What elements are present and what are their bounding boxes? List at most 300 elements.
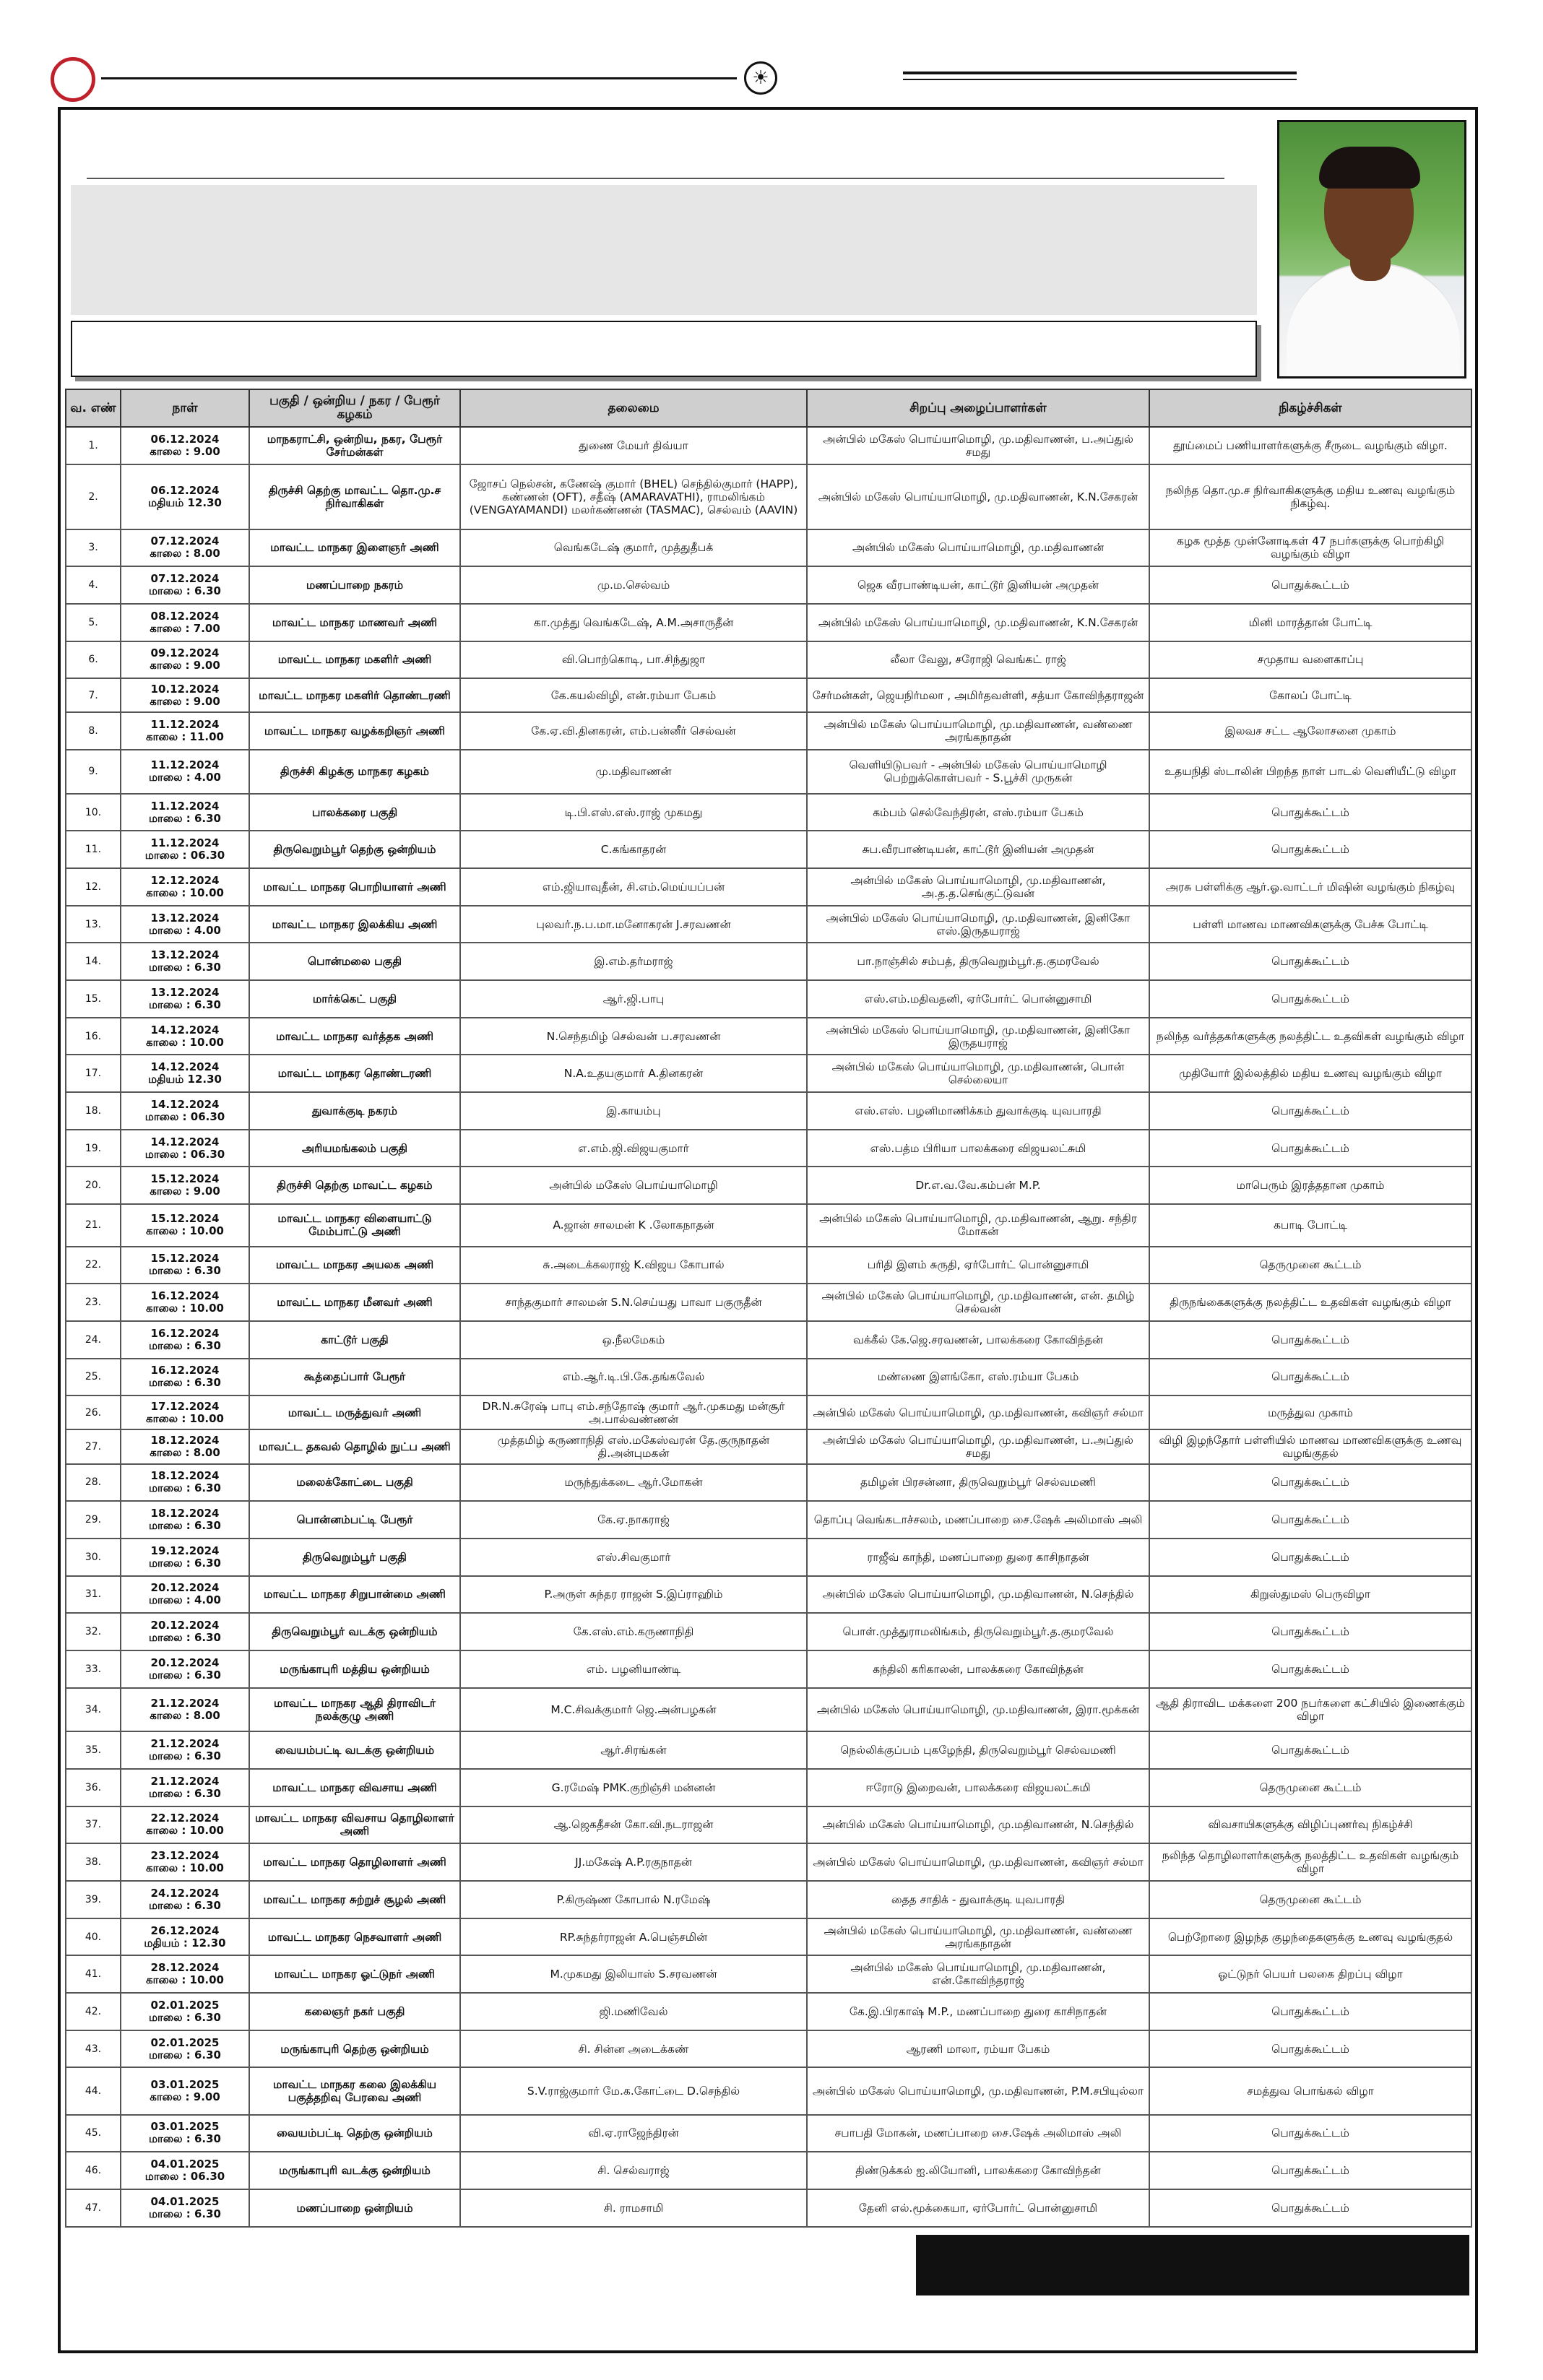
- area-cell: கூத்தைப்பார் பேரூர்: [249, 1359, 460, 1396]
- event-time: மாலை : 6.30: [148, 1668, 221, 1682]
- area-cell: மாவட்ட மருத்துவர் அணி: [249, 1395, 460, 1429]
- event-date: 13.12.2024: [150, 948, 220, 962]
- chair-cell: எம். பழனியாண்டி: [460, 1650, 807, 1688]
- event-time: காலை : 11.00: [146, 730, 224, 744]
- table-row: [66, 1359, 1471, 1396]
- serial-number-cell: 36.: [66, 1769, 121, 1806]
- event-date: 07.12.2024: [150, 572, 220, 586]
- event-date: 04.01.2025: [150, 2158, 220, 2171]
- guests-cell: ஜெக வீரபாண்டியன், காட்டூர் இனியன் அமுதன்: [807, 566, 1149, 604]
- guests-cell: அன்பில் மகேஸ் பொய்யாமொழி, மு.மதிவாணன், ஆறு. சந்திர மோகன்: [807, 1204, 1149, 1246]
- event-time: மாலை : 06.30: [144, 2170, 225, 2184]
- area-cell: மாவட்ட மாநகர பொறியாளர் அணி: [249, 868, 460, 906]
- guests-cell: தொப்பு வெங்கடாச்சலம், மணப்பாறை சை.ஷேக் அலிமாஸ் அலி: [807, 1501, 1149, 1539]
- guests-cell: ஆரணி மாலா, ரம்யா பேகம்: [807, 2030, 1149, 2068]
- guests-cell: எஸ்.பத்ம பிரியா பாலக்கரை விஜயலட்சுமி: [807, 1130, 1149, 1167]
- table-row: [66, 1843, 1471, 1881]
- event-date: 28.12.2024: [150, 1961, 220, 1975]
- date-time-cell: [121, 1881, 249, 1918]
- serial-number-cell: 17.: [66, 1055, 121, 1092]
- serial-number-cell: 24.: [66, 1321, 121, 1359]
- date-time-cell: [121, 980, 249, 1018]
- chair-cell: எ.எம்.ஜி.விஜயகுமார்: [460, 1130, 807, 1167]
- date-time-cell: [121, 1650, 249, 1688]
- event-date: 23.12.2024: [150, 1849, 220, 1863]
- event-cell: தெருமுனை கூட்டம்: [1149, 1247, 1471, 1284]
- event-time: மாலை : 6.30: [148, 1749, 221, 1763]
- masthead-rule-right-thin: [903, 79, 1297, 80]
- date-time-cell: [121, 1539, 249, 1576]
- chair-cell: மு.மதிவாணன்: [460, 750, 807, 794]
- area-cell: மாவட்ட மாநகர மாணவர் அணி: [249, 604, 460, 641]
- table-row: [66, 1731, 1471, 1769]
- leader-photo: [1277, 120, 1466, 378]
- date-time-cell: [121, 529, 249, 567]
- guests-cell: அன்பில் மகேஸ் பொய்யாமொழி, மு.மதிவாணன், P.M.சபியுல்லா: [807, 2067, 1149, 2114]
- chair-cell: கே.எஸ்.எம்.கருணாநிதி: [460, 1613, 807, 1650]
- event-cell: பெற்றோரை இழந்த குழந்தைகளுக்கு உணவு வழங்குதல்: [1149, 1918, 1471, 1956]
- event-cell: பொதுக்கூட்டம்: [1149, 2152, 1471, 2189]
- date-time-cell: [121, 1688, 249, 1732]
- table-row: [66, 1167, 1471, 1204]
- date-time-cell: [121, 1955, 249, 1993]
- event-date: 16.12.2024: [150, 1326, 220, 1340]
- chair-cell: கா.முத்து வெங்கடேஷ், A.M.அசாருதீன்: [460, 604, 807, 641]
- event-cell: பொதுக்கூட்டம்: [1149, 2030, 1471, 2068]
- date-time-cell: [121, 2030, 249, 2068]
- event-time: காலை : 10.00: [146, 1035, 224, 1049]
- area-cell: பொன்னம்பட்டி பேரூர்: [249, 1501, 460, 1539]
- chair-cell: டி.பி.எஸ்.எஸ்.ராஜ் முகமது: [460, 794, 807, 831]
- area-cell: அரியமங்கலம் பகுதி: [249, 1130, 460, 1167]
- date-time-cell: [121, 1130, 249, 1167]
- table-row: [66, 1055, 1471, 1092]
- serial-number-cell: 22.: [66, 1247, 121, 1284]
- event-date: 17.12.2024: [150, 1399, 220, 1413]
- event-date: 18.12.2024: [150, 1469, 220, 1483]
- table-row: [66, 427, 1471, 464]
- area-cell: மாவட்ட மாநகர வழக்கறிஞர் அணி: [249, 712, 460, 750]
- event-time: மாலை : 6.30: [148, 1631, 221, 1645]
- table-row: [66, 1130, 1471, 1167]
- event-date: 20.12.2024: [150, 1619, 220, 1632]
- chair-cell: வி.ஏ.ராஜேந்திரன்: [460, 2115, 807, 2152]
- serial-number-cell: 34.: [66, 1688, 121, 1732]
- guests-cell: எஸ்.எஸ். பழனிமாணிக்கம் துவாக்குடி யுவபாரதி: [807, 1092, 1149, 1130]
- chair-cell: ஜோசப் நெல்சன், கணேஷ் குமார் (BHEL) செந்தில்குமார் (HAPP), கண்ணன் (OFT), சதீஷ் (AMARAVATHI), ராமலிங்கம் (VENGAYAMANDI) மலர்கண்ணன் (TASMAC), செல்வம் (AAVIN): [460, 464, 807, 529]
- serial-number-cell: 27.: [66, 1429, 121, 1463]
- area-cell: திருச்சி தெற்கு மாவட்ட கழகம்: [249, 1167, 460, 1204]
- event-cell: பொதுக்கூட்டம்: [1149, 1993, 1471, 2030]
- serial-number-cell: 30.: [66, 1539, 121, 1576]
- chair-cell: கே.ஏ.வி.தினகரன், எம்.பன்னீர் செல்வன்: [460, 712, 807, 750]
- guests-cell: மண்ணை இளங்கோ, எஸ்.ரம்யா பேகம்: [807, 1359, 1149, 1396]
- serial-number-cell: 31.: [66, 1576, 121, 1614]
- area-cell: மாவட்ட மாநகர தொண்டரணி: [249, 1055, 460, 1092]
- date-time-cell: [121, 1769, 249, 1806]
- chair-cell: ஆர்.சிரங்கன்: [460, 1731, 807, 1769]
- area-cell: வையம்பட்டி தெற்கு ஒன்றியம்: [249, 2115, 460, 2152]
- date-time-cell: [121, 464, 249, 529]
- guests-cell: அன்பில் மகேஸ் பொய்யாமொழி, மு.மதிவாணன், இனிகோ எஸ்.இருதயராஜ்: [807, 906, 1149, 943]
- guests-cell: வெளியிடுபவர் - அன்பில் மகேஸ் பொய்யாமொழி பெற்றுக்கொள்பவர் - S.பூச்சி முருகன்: [807, 750, 1149, 794]
- event-date: 14.12.2024: [150, 1023, 220, 1037]
- serial-number-cell: 29.: [66, 1501, 121, 1539]
- area-cell: வையம்பட்டி வடக்கு ஒன்றியம்: [249, 1731, 460, 1769]
- chair-cell: துணை மேயர் திவ்யா: [460, 427, 807, 464]
- event-cell: கபாடி போட்டி: [1149, 1204, 1471, 1246]
- event-date: 26.12.2024: [150, 1924, 220, 1937]
- chair-cell: சி. சின்ன அடைக்கண்: [460, 2030, 807, 2068]
- serial-number-cell: 26.: [66, 1395, 121, 1429]
- serial-number-cell: 46.: [66, 2152, 121, 2189]
- date-time-cell: [121, 712, 249, 750]
- event-time: காலை : 10.00: [146, 1224, 224, 1238]
- event-date: 03.01.2025: [150, 2077, 220, 2091]
- area-cell: மாவட்ட மாநகர அயலக அணி: [249, 1247, 460, 1284]
- area-cell: மாவட்ட மாநகர மகளிர் தொண்டரணி: [249, 678, 460, 712]
- event-time: காலை : 9.00: [150, 694, 220, 708]
- table-row: [66, 2115, 1471, 2152]
- event-time: மாலை : 6.30: [148, 2207, 221, 2220]
- event-time: மாலை : 6.30: [148, 1264, 221, 1278]
- table-row: [66, 529, 1471, 567]
- chair-cell: A.ஜான் சாலமன் K .லோகநாதன்: [460, 1204, 807, 1246]
- table-row: [66, 1018, 1471, 1055]
- table-row: [66, 678, 1471, 712]
- chair-cell: ஆ.ஜெகதீசன் கோ.வி.நடராஜன்: [460, 1806, 807, 1844]
- chair-cell: N.A.உதயகுமார் A.தினகரன்: [460, 1055, 807, 1092]
- date-time-cell: [121, 1843, 249, 1881]
- date-time-cell: [121, 604, 249, 641]
- event-date: 13.12.2024: [150, 985, 220, 999]
- event-cell: நலிந்த வர்த்தகர்களுக்கு நலத்திட்ட உதவிகள் வழங்கும் விழா: [1149, 1018, 1471, 1055]
- table-row: [66, 1247, 1471, 1284]
- serial-number-cell: 45.: [66, 2115, 121, 2152]
- area-cell: மாவட்ட மாநகர விளையாட்டு மேம்பாட்டு அணி: [249, 1204, 460, 1246]
- table-row: [66, 1464, 1471, 1502]
- event-time: காலை : 10.00: [146, 1973, 224, 1987]
- guests-cell: பொள்.முத்துராமலிங்கம், திருவெறும்பூர்.த.குமரவேல்: [807, 1613, 1149, 1650]
- event-time: காலை : 10.00: [146, 1861, 224, 1875]
- event-time: காலை : 8.00: [150, 1446, 220, 1460]
- table-row: [66, 1204, 1471, 1246]
- event-time: மாலை : 06.30: [144, 849, 225, 862]
- rising-sun-emblem-icon: ☀: [744, 61, 777, 95]
- event-time: காலை : 7.00: [150, 621, 220, 635]
- area-cell: மாவட்ட மாநகர மீனவர் அணி: [249, 1284, 460, 1321]
- area-cell: மாவட்ட மாநகர ஓட்டுநர் அணி: [249, 1955, 460, 1993]
- event-cell: நலிந்த தொழிலாளர்களுக்கு நலத்திட்ட உதவிகள் வழங்கும் விழா: [1149, 1843, 1471, 1881]
- event-date: 16.12.2024: [150, 1289, 220, 1303]
- event-cell: பொதுக்கூட்டம்: [1149, 943, 1471, 980]
- date-time-cell: [121, 2189, 249, 2227]
- date-time-cell: [121, 427, 249, 464]
- event-cell: பள்ளி மாணவ மாணவிகளுக்கு பேச்சு போட்டி: [1149, 906, 1471, 943]
- date-time-cell: [121, 943, 249, 980]
- area-cell: மாவட்ட மாநகர சிறுபான்மை அணி: [249, 1576, 460, 1614]
- event-cell: கழக மூத்த முன்னோடிகள் 47 நபர்களுக்கு பொற்கிழி வழங்கும் விழா: [1149, 529, 1471, 567]
- guests-cell: அன்பில் மகேஸ் பொய்யாமொழி, மு.மதிவாணன், இரா.மூக்கன்: [807, 1688, 1149, 1732]
- photo-hair: [1319, 147, 1420, 189]
- event-time: மாலை : 6.30: [148, 961, 221, 974]
- serial-number-cell: 2.: [66, 464, 121, 529]
- area-cell: மார்க்கெட் பகுதி: [249, 980, 460, 1018]
- chair-cell: மு.ம.செல்வம்: [460, 566, 807, 604]
- area-cell: மணப்பாறை ஒன்றியம்: [249, 2189, 460, 2227]
- area-cell: திருவெறும்பூர் பகுதி: [249, 1539, 460, 1576]
- chair-cell: M.முகமது இலியாஸ் S.சரவணன்: [460, 1955, 807, 1993]
- event-cell: பொதுக்கூட்டம்: [1149, 1130, 1471, 1167]
- area-cell: திருச்சி தெற்கு மாவட்ட தொ.மு.ச நிர்வாகிகள்: [249, 464, 460, 529]
- guests-cell: அன்பில் மகேஸ் பொய்யாமொழி, மு.மதிவாணன், அ.த.த.செங்குட்டுவன்: [807, 868, 1149, 906]
- serial-number-cell: 42.: [66, 1993, 121, 2030]
- event-cell: பொதுக்கூட்டம்: [1149, 831, 1471, 868]
- event-date: 02.01.2025: [150, 2035, 220, 2049]
- guests-cell: Dr.எ.வ.வே.கம்பன் M.P.: [807, 1167, 1149, 1204]
- date-time-cell: [121, 1167, 249, 1204]
- guests-cell: ராஜீவ் காந்தி, மணப்பாறை துரை காசிநாதன்: [807, 1539, 1149, 1576]
- event-cell: தெருமுனை கூட்டம்: [1149, 1881, 1471, 1918]
- date-time-cell: [121, 1993, 249, 2030]
- event-date: 20.12.2024: [150, 1656, 220, 1669]
- serial-number-cell: 41.: [66, 1955, 121, 1993]
- guests-cell: சபாபதி மோகன், மணப்பாறை சை.ஷேக் அலிமாஸ் அலி: [807, 2115, 1149, 2152]
- serial-number-cell: 13.: [66, 906, 121, 943]
- guests-cell: அன்பில் மகேஸ் பொய்யாமொழி, மு.மதிவாணன், கவிஞர் சல்மா: [807, 1843, 1149, 1881]
- area-cell: மாவட்ட மாநகர சுற்றுச் சூழல் அணி: [249, 1881, 460, 1918]
- event-time: மாலை : 4.00: [148, 923, 221, 937]
- serial-number-cell: 23.: [66, 1284, 121, 1321]
- event-time: மாலை : 6.30: [148, 1898, 221, 1912]
- event-cell: திருநங்கைகளுக்கு நலத்திட்ட உதவிகள் வழங்கும் விழா: [1149, 1284, 1471, 1321]
- chair-cell: புலவர்.ந.ப.மா.மனோகரன் J.சரவணன்: [460, 906, 807, 943]
- serial-number-cell: 1.: [66, 427, 121, 464]
- chair-cell: எஸ்.சிவகுமார்: [460, 1539, 807, 1576]
- event-cell: பொதுக்கூட்டம்: [1149, 1321, 1471, 1359]
- event-date: 09.12.2024: [150, 646, 220, 660]
- event-cell: பொதுக்கூட்டம்: [1149, 2115, 1471, 2152]
- guests-cell: அன்பில் மகேஸ் பொய்யாமொழி, மு.மதிவாணன், K.N.சேகரன்: [807, 464, 1149, 529]
- date-time-cell: [121, 1501, 249, 1539]
- event-time: காலை : 10.00: [146, 1824, 224, 1838]
- chair-cell: இ.காயம்பு: [460, 1092, 807, 1130]
- serial-number-cell: 28.: [66, 1464, 121, 1502]
- event-cell: தூய்மைப் பணியாளர்களுக்கு சீருடை வழங்கும் விழா.: [1149, 427, 1471, 464]
- table-row: [66, 1576, 1471, 1614]
- event-cell: நலிந்த தொ.மு.ச நிர்வாகிகளுக்கு மதிய உணவு வழங்கும் நிகழ்வு.: [1149, 464, 1471, 529]
- event-cell: ஓட்டுநர் பெயர் பலகை திறப்பு விழா: [1149, 1955, 1471, 1993]
- chair-cell: P.அருள் சுந்தர ராஜன் S.இப்ராஹிம்: [460, 1576, 807, 1614]
- date-time-cell: [121, 1395, 249, 1429]
- date-time-cell: [121, 2115, 249, 2152]
- guests-cell: அன்பில் மகேஸ் பொய்யாமொழி, மு.மதிவாணன், வண்ணை அரங்கநாதன்: [807, 712, 1149, 750]
- date-time-cell: [121, 906, 249, 943]
- date-time-cell: [121, 1284, 249, 1321]
- column-header: வ. எண்: [66, 389, 121, 427]
- column-header: நிகழ்ச்சிகள்: [1149, 389, 1471, 427]
- area-cell: மாவட்ட மாநகர இளைஞர் அணி: [249, 529, 460, 567]
- guests-cell: அன்பில் மகேஸ் பொய்யாமொழி, மு.மதிவாணன், என்.கோவிந்தராஜ்: [807, 1955, 1149, 1993]
- table-row: [66, 464, 1471, 529]
- event-cell: பொதுக்கூட்டம்: [1149, 1359, 1471, 1396]
- event-time: மாலை : 4.00: [148, 1593, 221, 1607]
- table-row: [66, 2030, 1471, 2068]
- event-cell: சமுதாய வளைகாப்பு: [1149, 641, 1471, 679]
- event-time: மாலை : 06.30: [144, 1147, 225, 1161]
- date-time-cell: [121, 1247, 249, 1284]
- table-row: [66, 831, 1471, 868]
- chair-cell: முத்தமிழ் கருணாநிதி எஸ்.மகேஸ்வரன் தே.குருநாதன் தி.அன்புமகன்: [460, 1429, 807, 1463]
- table-row: [66, 2067, 1471, 2114]
- chair-cell: கே.ஏ.நாகராஜ்: [460, 1501, 807, 1539]
- event-cell: இலவச சட்ட ஆலோசனை முகாம்: [1149, 712, 1471, 750]
- chair-cell: வெங்கடேஷ் குமார், முத்துதீபக்: [460, 529, 807, 567]
- table-row: [66, 1092, 1471, 1130]
- area-cell: மாவட்ட மாநகர மகளிர் அணி: [249, 641, 460, 679]
- date-time-cell: [121, 1806, 249, 1844]
- serial-number-cell: 5.: [66, 604, 121, 641]
- event-time: மாலை : 6.30: [148, 1376, 221, 1390]
- chair-cell: அன்பில் மகேஸ் பொய்யாமொழி: [460, 1167, 807, 1204]
- area-cell: கலைஞர் நகர் பகுதி: [249, 1993, 460, 2030]
- guests-cell: சுப.வீரபாண்டியன், காட்டூர் இனியன் அமுதன்: [807, 831, 1149, 868]
- masthead-rule-left: [101, 77, 737, 79]
- chair-cell: DR.N.சுரேஷ் பாபு எம்.சந்தோஷ் குமார் ஆர்.முகமது மன்சூர் அ.பால்வண்ணன்: [460, 1395, 807, 1429]
- guests-cell: அன்பில் மகேஸ் பொய்யாமொழி, மு.மதிவாணன், N.செந்தில்: [807, 1806, 1149, 1844]
- area-cell: மருங்காபுரி மத்திய ஒன்றியம்: [249, 1650, 460, 1688]
- serial-number-cell: 6.: [66, 641, 121, 679]
- area-cell: மாவட்ட மாநகர வர்த்தக அணி: [249, 1018, 460, 1055]
- table-row: [66, 1501, 1471, 1539]
- chair-cell: எம்.ஆர்.டி.பி.கே.தங்கவேல்: [460, 1359, 807, 1396]
- date-time-cell: [121, 1204, 249, 1246]
- event-date: 22.12.2024: [150, 1812, 220, 1825]
- chair-cell: ஜி.மணிவேல்: [460, 1993, 807, 2030]
- serial-number-cell: 8.: [66, 712, 121, 750]
- date-time-cell: [121, 1055, 249, 1092]
- serial-number-cell: 4.: [66, 566, 121, 604]
- guests-cell: லீலா வேலு, சரோஜி வெங்கட் ராஜ்: [807, 641, 1149, 679]
- guests-cell: அன்பில் மகேஸ் பொய்யாமொழி, மு.மதிவாணன், பொன் செல்லையா: [807, 1055, 1149, 1092]
- chair-cell: P.கிருஷ்ண கோபால் N.ரமேஷ்: [460, 1881, 807, 1918]
- serial-number-cell: 21.: [66, 1204, 121, 1246]
- masthead: [51, 54, 1250, 98]
- event-cell: முதியோர் இல்லத்தில் மதிய உணவு வழங்கும் விழா: [1149, 1055, 1471, 1092]
- chair-cell: இ.எம்.தர்மராஜ்: [460, 943, 807, 980]
- serial-number-cell: 39.: [66, 1881, 121, 1918]
- guests-cell: நெல்லிக்குப்பம் புகழேந்தி, திருவெறும்பூர் செல்வமணி: [807, 1731, 1149, 1769]
- chair-cell: சி. செல்வராஜ்: [460, 2152, 807, 2189]
- event-time: மதியம் 12.30: [148, 1073, 222, 1086]
- guests-cell: தைத சாதிக் - துவாக்குடி யுவபாரதி: [807, 1881, 1149, 1918]
- event-cell: பொதுக்கூட்டம்: [1149, 1731, 1471, 1769]
- table-row: [66, 604, 1471, 641]
- event-time: மதியம் : 12.30: [144, 1936, 226, 1950]
- table-row: [66, 1284, 1471, 1321]
- table-row: [66, 1993, 1471, 2030]
- chair-cell: மருந்துக்கடை ஆர்.மோகன்: [460, 1464, 807, 1502]
- table-row: [66, 712, 1471, 750]
- date-time-cell: [121, 2067, 249, 2114]
- chair-cell: வி.பொற்கொடி, பா.சிந்துஜா: [460, 641, 807, 679]
- table-row: [66, 2189, 1471, 2227]
- masthead-rule-right: [903, 72, 1297, 74]
- event-time: மாலை : 4.00: [148, 771, 221, 784]
- event-date: 07.12.2024: [150, 535, 220, 548]
- chair-cell: சாந்தகுமார் சாலமன் S.N.செய்யது பாவா பகுருதீன்: [460, 1284, 807, 1321]
- area-cell: மாவட்ட மாநகர ஆதி திராவிடர் நலக்குழு அணி: [249, 1688, 460, 1732]
- date-time-cell: [121, 641, 249, 679]
- column-header: நாள்: [121, 389, 249, 427]
- date-time-cell: [121, 1613, 249, 1650]
- area-cell: மாவட்ட மாநகர தொழிலாளர் அணி: [249, 1843, 460, 1881]
- serial-number-cell: 44.: [66, 2067, 121, 2114]
- header-rule: [87, 178, 1224, 179]
- area-cell: துவாக்குடி நகரம்: [249, 1092, 460, 1130]
- event-time: காலை : 10.00: [146, 886, 224, 899]
- date-time-cell: [121, 1321, 249, 1359]
- guests-cell: எஸ்.எம்.மதிவதனி, ஏர்போர்ட் பொன்னுசாமி: [807, 980, 1149, 1018]
- date-time-cell: [121, 1464, 249, 1502]
- serial-number-cell: 3.: [66, 529, 121, 567]
- serial-number-cell: 47.: [66, 2189, 121, 2227]
- event-cell: பொதுக்கூட்டம்: [1149, 1092, 1471, 1130]
- event-date: 21.12.2024: [150, 1774, 220, 1788]
- event-date: 14.12.2024: [150, 1097, 220, 1111]
- date-time-cell: [121, 1092, 249, 1130]
- chair-cell: எம்.ஜியாவுதீன், சி.எம்.மெய்யப்பன்: [460, 868, 807, 906]
- area-cell: காட்டூர் பகுதி: [249, 1321, 460, 1359]
- event-date: 19.12.2024: [150, 1544, 220, 1557]
- event-cell: பொதுக்கூட்டம்: [1149, 2189, 1471, 2227]
- table-row: [66, 566, 1471, 604]
- column-header: சிறப்பு அழைப்பாளர்கள்: [807, 389, 1149, 427]
- guests-cell: கே.இ.பிரகாஷ் M.P., மணப்பாறை துரை காசிநாதன்: [807, 1993, 1149, 2030]
- date-time-cell: [121, 1576, 249, 1614]
- event-cell: பொதுக்கூட்டம்: [1149, 794, 1471, 831]
- serial-number-cell: 32.: [66, 1613, 121, 1650]
- event-time: காலை : 10.00: [146, 1411, 224, 1425]
- event-date: 24.12.2024: [150, 1886, 220, 1900]
- area-cell: மருங்காபுரி தெற்கு ஒன்றியம்: [249, 2030, 460, 2068]
- chair-cell: ஆர்.ஜி.பாபு: [460, 980, 807, 1018]
- table-row: [66, 641, 1471, 679]
- date-time-cell: [121, 794, 249, 831]
- date-time-cell: [121, 831, 249, 868]
- table-row: [66, 1395, 1471, 1429]
- event-time: காலை : 9.00: [150, 2090, 220, 2103]
- logo-circle-icon: [51, 57, 95, 102]
- serial-number-cell: 37.: [66, 1806, 121, 1844]
- event-date: 14.12.2024: [150, 1135, 220, 1148]
- event-date: 20.12.2024: [150, 1581, 220, 1595]
- event-cell: மருத்துவ முகாம்: [1149, 1395, 1471, 1429]
- serial-number-cell: 7.: [66, 678, 121, 712]
- event-cell: பொதுக்கூட்டம்: [1149, 1650, 1471, 1688]
- event-cell: உதயநிதி ஸ்டாலின் பிறந்த நாள் பாடல் வெளியீட்டு விழா: [1149, 750, 1471, 794]
- event-time: மாலை : 6.30: [148, 1481, 221, 1495]
- chair-cell: M.C.சிவக்குமார் ஜெ.அன்பழகன்: [460, 1688, 807, 1732]
- event-date: 15.12.2024: [150, 1172, 220, 1186]
- table-row: [66, 750, 1471, 794]
- table-row: [66, 868, 1471, 906]
- event-date: 12.12.2024: [150, 873, 220, 887]
- serial-number-cell: 35.: [66, 1731, 121, 1769]
- serial-number-cell: 15.: [66, 980, 121, 1018]
- serial-number-cell: 20.: [66, 1167, 121, 1204]
- guests-cell: வக்கீல் கே.ஜெ.சரவணன், பாலக்கரை கோவிந்தன்: [807, 1321, 1149, 1359]
